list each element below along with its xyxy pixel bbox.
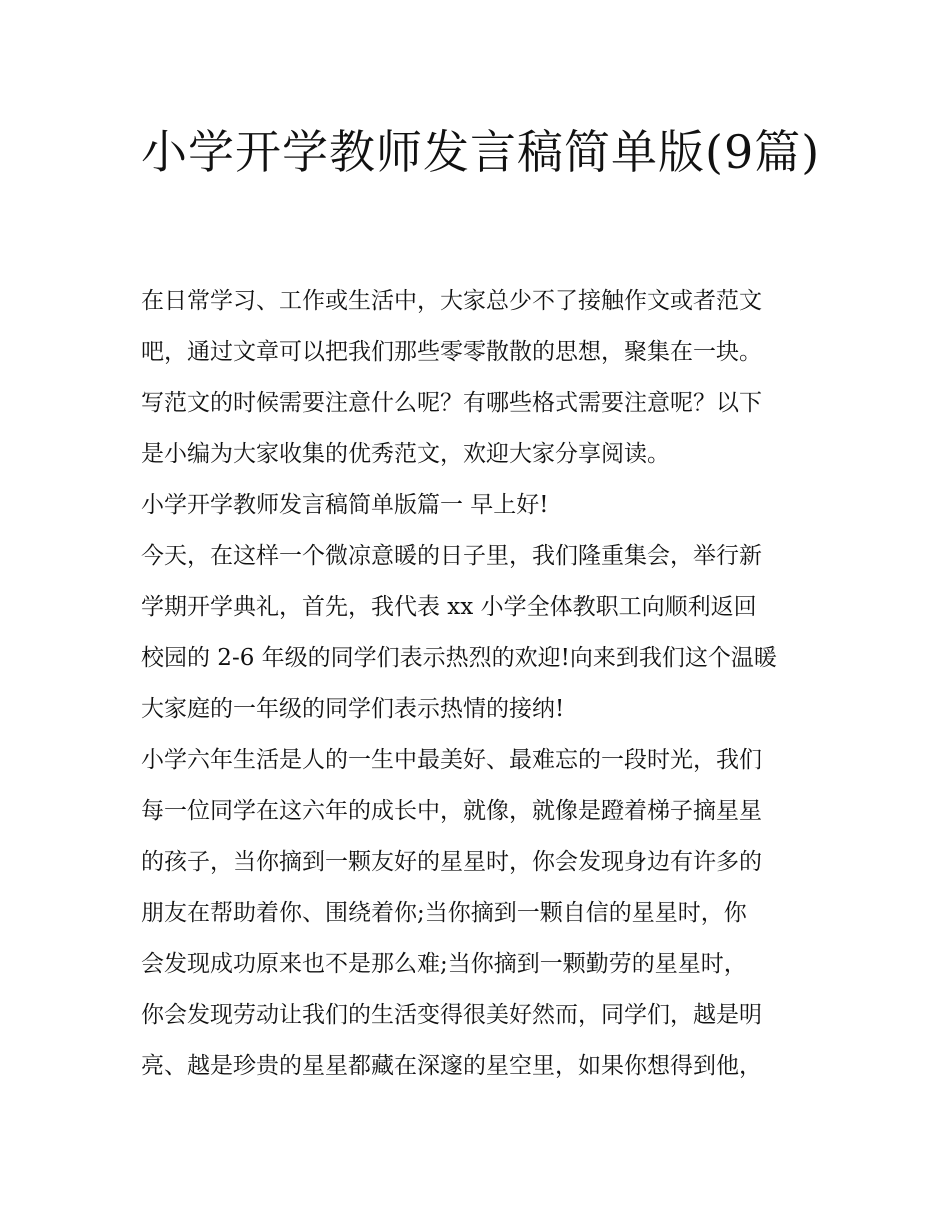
section-heading-line: 小学开学教师发言稿简单版篇一 早上好! [141, 492, 549, 518]
text-line: 今天，在这样一个微凉意暖的日子里，我们隆重集会，举行新 [141, 543, 762, 569]
text-line: 吧，通过文章可以把我们那些零零散散的思想，聚集在一块。 [141, 339, 762, 365]
text-line: 是小编为大家收集的优秀范文，欢迎大家分享阅读。 [141, 441, 670, 467]
text-line: 校园的 2-6 年级的同学们表示热烈的欢迎!向来到我们这个温暖 [141, 645, 777, 671]
text-line: 你会发现劳动让我们的生活变得很美好然而，同学们，越是明 [141, 1002, 762, 1028]
text-line: 写范文的时候需要注意什么呢？有哪些格式需要注意呢？以下 [141, 390, 762, 416]
document-title: 小学开学教师发言稿简单版(9篇) [141, 125, 821, 179]
text-line: 的孩子，当你摘到一颗友好的星星时，你会发现身边有许多的 [141, 849, 762, 875]
text-line: 每一位同学在这六年的成长中，就像，就像是蹬着梯子摘星星 [141, 798, 762, 824]
text-line: 朋友在帮助着你、围绕着你;当你摘到一颗自信的星星时，你 [141, 900, 747, 926]
text-line: 大家庭的一年级的同学们表示热情的接纳! [141, 696, 565, 722]
document-body [141, 276, 831, 1092]
text-line: 亮、越是珍贵的星星都藏在深邃的星空里，如果你想得到他， [141, 1053, 762, 1079]
text-line: 学期开学典礼，首先，我代表 xx 小学全体教职工向顺利返回 [141, 594, 757, 620]
text-line: 小学六年生活是人的一生中最美好、最难忘的一段时光，我们 [141, 747, 762, 773]
text-line: 在日常学习、工作或生活中，大家总少不了接触作文或者范文 [141, 288, 762, 314]
text-line: 会发现成功原来也不是那么难;当你摘到一颗勤劳的星星时， [141, 951, 747, 977]
